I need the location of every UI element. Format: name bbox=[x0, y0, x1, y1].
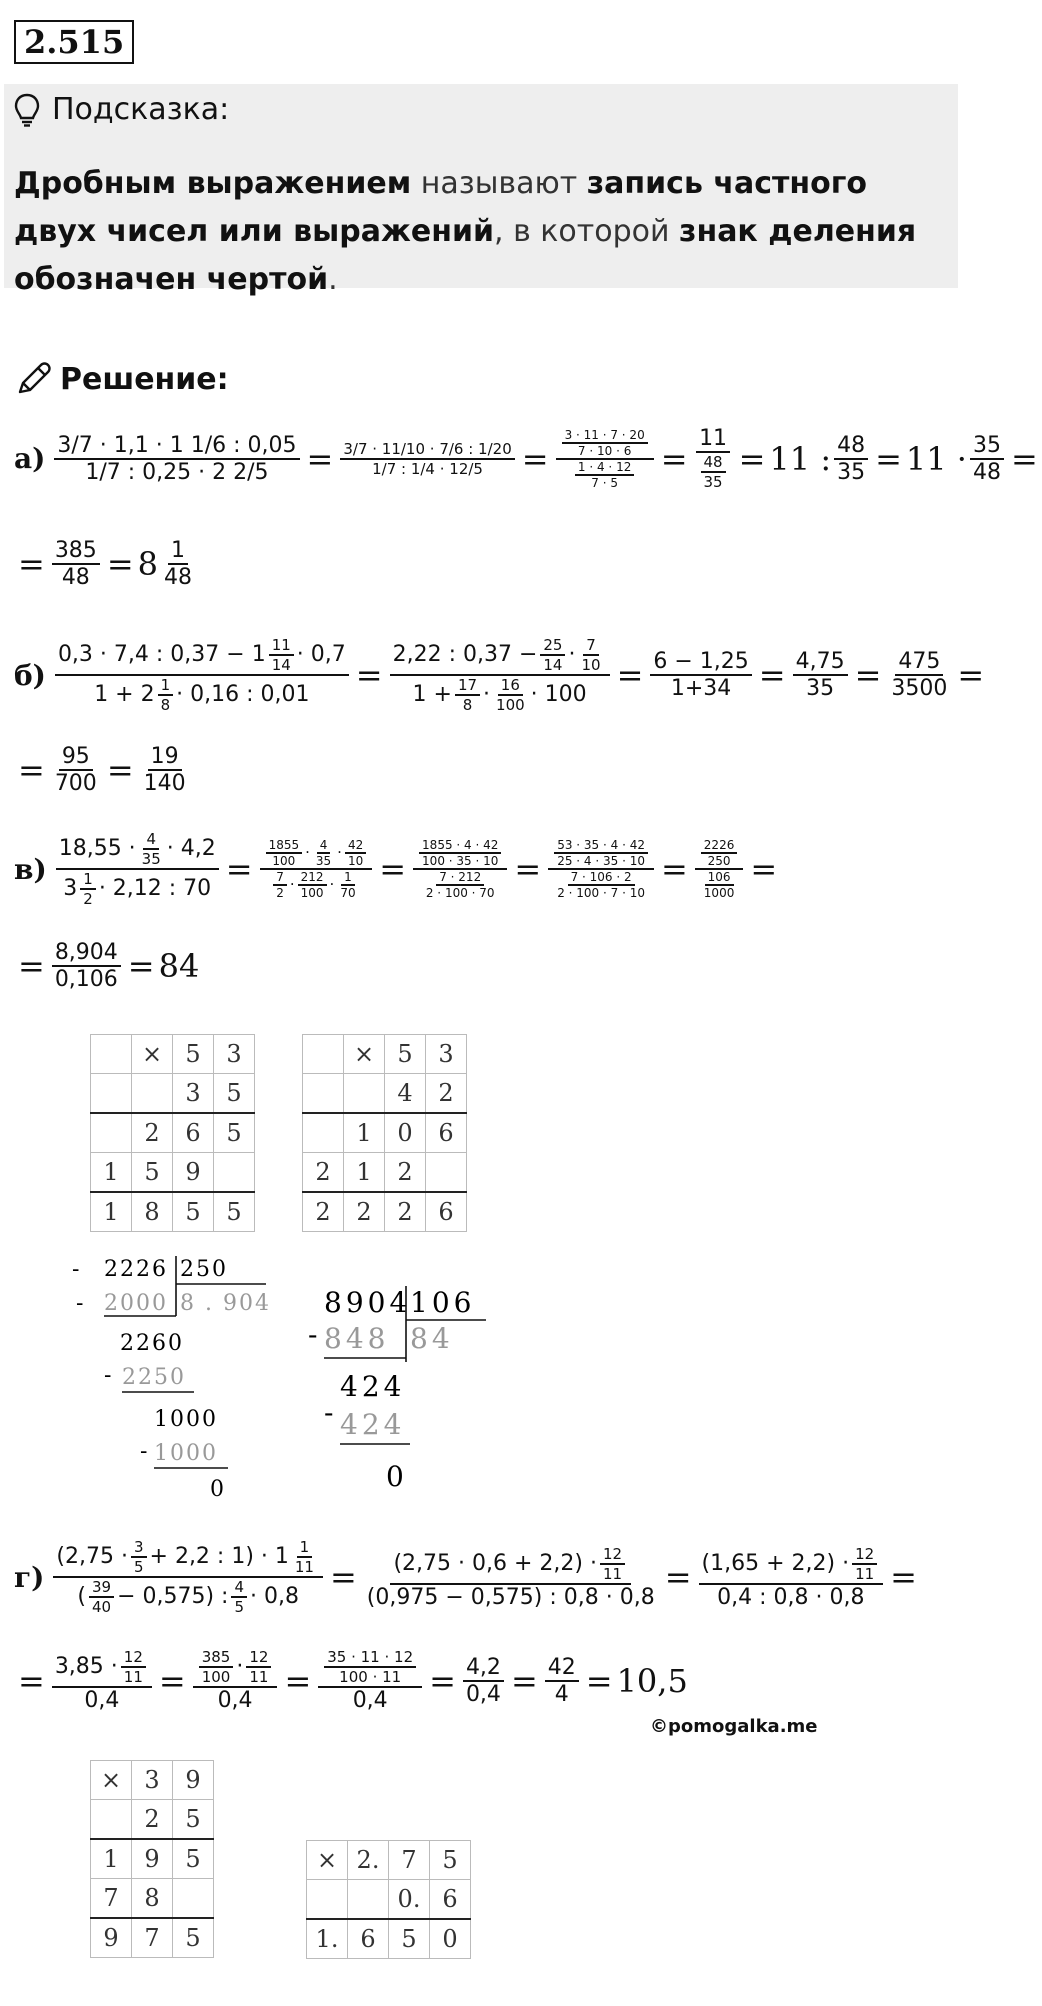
grid-cell: 5 bbox=[389, 1919, 430, 1959]
grid-cell bbox=[426, 1153, 467, 1193]
grid-cell: 1. bbox=[307, 1919, 348, 1959]
equals-sign: = bbox=[660, 850, 688, 888]
hint-term: Дробным выражением bbox=[14, 166, 412, 201]
fraction: $\frac{3/7 \cdot 11/10 \cdot 7/6 : 1/20}{1/7 : 1/4 \cdot 12/5}$ bbox=[340, 440, 514, 478]
equals-sign: = bbox=[379, 850, 407, 888]
equals-sign: = bbox=[18, 947, 45, 985]
svg-text:2226: 2226 bbox=[104, 1257, 168, 1282]
hint-definition-end: знак деления обозначен чертой bbox=[14, 214, 917, 297]
svg-text:1000: 1000 bbox=[154, 1407, 218, 1432]
equals-sign: = bbox=[284, 1661, 312, 1700]
fraction: 2,22 : 0,37 − $\frac{25}{14}$ · $\frac{7}{10}$ 1 + $\frac{17}{8}$ · $\frac{16}{100}$ · 100 bbox=[390, 636, 610, 714]
equals-sign: = bbox=[18, 545, 45, 583]
equals-sign: = bbox=[585, 1661, 613, 1700]
equals-sign: = bbox=[106, 751, 134, 789]
copyright: ©pomogalka.me bbox=[650, 1716, 818, 1737]
svg-text:250: 250 bbox=[180, 1257, 228, 1282]
solution-title bbox=[14, 360, 229, 398]
svg-text:0: 0 bbox=[386, 1460, 408, 1493]
fraction: $\frac{4,2}{0,4}$ bbox=[463, 1655, 504, 1707]
svg-text:2260: 2260 bbox=[120, 1331, 184, 1356]
fraction: $\frac{4,75}{35}$ bbox=[793, 649, 848, 701]
fraction: $\frac{42}{4}$ bbox=[545, 1655, 579, 1707]
equals-sign: = bbox=[510, 1661, 538, 1700]
equals-sign: = bbox=[225, 850, 253, 888]
equals-sign: = bbox=[660, 439, 688, 478]
grid-cell: 9 bbox=[173, 1761, 214, 1800]
grid-cell: 6 bbox=[173, 1113, 214, 1153]
equals-sign: = bbox=[1010, 439, 1038, 478]
fraction: $\frac{19}{140}$ bbox=[143, 744, 186, 796]
fraction: $\frac{3/7 \cdot 1,1 \cdot 1 1/6 : 0,05}{1/7 : 0,25 \cdot 2 2/5}$ bbox=[54, 433, 299, 485]
grid-cell: 2 bbox=[426, 1074, 467, 1114]
fraction: $\frac{475}{3500}$ bbox=[891, 649, 948, 701]
fraction: (2,75 · $\frac{3}{5}$ + 2,2 : 1) · 1 $\frac{1}{11}$ ( $\frac{39}{40}$ − 0,575) : $\frac{4}{5}$ · 0,8 bbox=[53, 1538, 323, 1616]
grid-cell: 3 bbox=[173, 1074, 214, 1114]
fraction: $\frac{\frac{2226}{250}}{\frac{106}{1000}}$ bbox=[695, 838, 744, 900]
svg-text:2000: 2000 bbox=[104, 1291, 168, 1316]
grid-cell bbox=[91, 1113, 132, 1153]
hint-title-text: Подсказка: bbox=[52, 92, 230, 127]
solution-v-line1 bbox=[14, 830, 781, 908]
grid-cell: 6 bbox=[426, 1113, 467, 1153]
svg-text:-: - bbox=[104, 1363, 114, 1388]
fraction: $\frac{385}{48}$ bbox=[52, 538, 100, 590]
solution-a-line2: = $\frac{385}{48}$ = 8 $\frac{1}{48}$ bbox=[14, 538, 198, 590]
grid-cell: × bbox=[307, 1841, 348, 1880]
svg-text:-: - bbox=[140, 1439, 150, 1464]
task-number: 2.515 bbox=[14, 20, 134, 64]
grid-cell: 1 bbox=[344, 1153, 385, 1193]
grid-cell: 5 bbox=[132, 1153, 173, 1193]
grid-cell: 5 bbox=[214, 1074, 255, 1114]
fraction: $\frac{\frac{35 \cdot 11 \cdot 12}{100 \cdot 11}}{0,4}$ bbox=[318, 1648, 422, 1713]
grid-cell bbox=[173, 1879, 214, 1919]
multiplication-grid-53x42 bbox=[302, 1034, 467, 1232]
grid-cell: 7 bbox=[132, 1918, 173, 1958]
grid-cell bbox=[132, 1074, 173, 1114]
grid-cell: 4 bbox=[385, 1074, 426, 1114]
equals-sign: = bbox=[890, 1558, 917, 1596]
grid-cell: 5 bbox=[173, 1035, 214, 1074]
equals-sign: = bbox=[758, 656, 786, 694]
grid-cell: 8 bbox=[132, 1192, 173, 1232]
equals-sign: = bbox=[750, 850, 778, 888]
fraction: $\frac{1}{48}$ bbox=[163, 538, 192, 590]
grid-cell: 6 bbox=[348, 1919, 389, 1959]
equals-sign: = bbox=[306, 439, 334, 478]
grid-cell bbox=[344, 1074, 385, 1114]
grid-cell: 1 bbox=[91, 1153, 132, 1193]
fraction: $\frac{1855}{100}$ · $\frac{4}{35}$ · $\frac{42}{10}$ $\frac{7}{2}$ · $\frac{212}{100}$ · $\frac{1}{70}$ bbox=[260, 838, 373, 900]
multiplication-grid-2-75x0-6 bbox=[306, 1840, 471, 1959]
label-b: б) bbox=[14, 658, 46, 692]
equals-sign: = bbox=[18, 1661, 45, 1700]
grid-cell: × bbox=[91, 1761, 132, 1800]
grid-cell: 2 bbox=[303, 1192, 344, 1232]
equals-sign: = bbox=[664, 1558, 692, 1596]
lightbulb-icon bbox=[14, 93, 40, 127]
fraction: 0,3 · 7,4 : 0,37 − 1 $\frac{11}{14}$ · 0,7 1 + 2 $\frac{1}{8}$ · 0,16 : 0,01 bbox=[55, 636, 349, 714]
fraction: $\frac{\frac{1855 \cdot 4 \cdot 42}{100 \cdot 35 \cdot 10}}{\frac{7 \cdot 212}{2 \cdot 100 \cdot 70}}$ bbox=[413, 838, 507, 900]
grid-cell bbox=[214, 1153, 255, 1193]
solution-title-text: Решение: bbox=[60, 361, 229, 397]
svg-text:8904: 8904 bbox=[324, 1286, 412, 1319]
svg-text:848: 848 bbox=[324, 1322, 390, 1355]
hint-connector: , в которой bbox=[494, 214, 680, 249]
svg-text:-: - bbox=[76, 1291, 86, 1316]
multiplication-grid-53x35 bbox=[90, 1034, 255, 1232]
grid-cell bbox=[91, 1035, 132, 1074]
grid-cell bbox=[307, 1880, 348, 1920]
hint-title bbox=[14, 92, 229, 127]
solution-b-line2 bbox=[14, 744, 192, 796]
grid-cell bbox=[348, 1880, 389, 1920]
label-a: а) bbox=[14, 442, 46, 475]
fraction: (2,75 · 0,6 + 2,2) · $\frac{12}{11}$ (0,975 − 0,575) : 0,8 · 0,8 bbox=[366, 1544, 655, 1610]
grid-cell: 0. bbox=[389, 1880, 430, 1920]
svg-text:-: - bbox=[72, 1257, 82, 1282]
equals-sign: = bbox=[616, 656, 644, 694]
svg-text:84: 84 bbox=[410, 1322, 454, 1355]
fraction: $\frac{8,904}{0,106}$ bbox=[52, 940, 121, 992]
grid-cell: 7 bbox=[91, 1879, 132, 1919]
fraction: $\frac{95}{700}$ bbox=[54, 744, 97, 796]
grid-cell: 5 bbox=[173, 1800, 214, 1840]
fraction: (1,65 + 2,2) · $\frac{12}{11}$ 0,4 : 0,8 · 0,8 bbox=[699, 1545, 884, 1610]
grid-cell: 3 bbox=[214, 1035, 255, 1074]
fraction: $\frac{48}{35}$ bbox=[834, 433, 868, 485]
grid-cell: 2 bbox=[385, 1153, 426, 1193]
equals-sign: = bbox=[875, 439, 902, 478]
grid-cell: 2 bbox=[344, 1192, 385, 1232]
svg-text:-: - bbox=[308, 1318, 322, 1351]
svg-text:-: - bbox=[324, 1396, 338, 1429]
grid-cell: 6 bbox=[430, 1880, 471, 1920]
equals-sign: = bbox=[18, 751, 45, 789]
grid-cell: 0 bbox=[385, 1113, 426, 1153]
long-division-8904-by-106 bbox=[300, 1282, 500, 1502]
svg-text:424: 424 bbox=[340, 1408, 406, 1441]
grid-cell: 2 bbox=[132, 1800, 173, 1840]
equals-sign: = bbox=[355, 656, 383, 694]
equals-sign: = bbox=[106, 545, 134, 583]
solution-g-line2: = 3,85 · $\frac{12}{11}$ 0,4 = $\frac{385}{100}$ · $\frac{12}{11}$ 0,4 = $\frac{\frac{35 \cdot 11 \cdot 12}{100 \cdot 11}}{0,4}$ = $\frac{4,2}{0,4}$ = $\frac{42}{4}$ = 10,5 bbox=[18, 1648, 688, 1713]
equals-sign: = bbox=[329, 1558, 357, 1596]
grid-cell: 2. bbox=[348, 1841, 389, 1880]
svg-text:2250: 2250 bbox=[122, 1365, 186, 1390]
grid-cell: 9 bbox=[132, 1839, 173, 1879]
grid-cell bbox=[91, 1800, 132, 1840]
svg-text:1000: 1000 bbox=[154, 1441, 218, 1466]
fraction: $\frac{11}{\frac{48}{35}}$ bbox=[695, 426, 732, 491]
fraction: $\frac{35}{48}$ bbox=[970, 433, 1004, 485]
fraction: $\frac{\frac{53 \cdot 35 \cdot 4 \cdot 42}{25 \cdot 4 \cdot 35 \cdot 10}}{\frac{7 \cdot 106 \cdot 2}{2 \cdot 100 \cdot 7 \cdot 10}}$ bbox=[548, 838, 654, 900]
grid-cell: 5 bbox=[385, 1035, 426, 1074]
grid-cell: 5 bbox=[173, 1839, 214, 1879]
svg-text:8 . 904: 8 . 904 bbox=[180, 1291, 271, 1316]
grid-cell: 2 bbox=[385, 1192, 426, 1232]
grid-cell: 5 bbox=[173, 1918, 214, 1958]
grid-cell: 1 bbox=[91, 1192, 132, 1232]
solution-g-line1 bbox=[14, 1538, 921, 1616]
long-division-2226-by-250 bbox=[70, 1252, 290, 1502]
hint-text bbox=[14, 160, 944, 304]
solution-b-line1 bbox=[14, 636, 988, 714]
svg-text:106: 106 bbox=[410, 1286, 476, 1319]
grid-cell: 6 bbox=[426, 1192, 467, 1232]
fraction: $\frac{6 - 1,25}{1+34}$ bbox=[650, 649, 751, 701]
equals-sign: = bbox=[429, 1661, 456, 1700]
equals-sign: = bbox=[738, 439, 766, 478]
grid-cell: 2 bbox=[132, 1113, 173, 1153]
hint-connector: называют bbox=[411, 166, 587, 201]
svg-text:0: 0 bbox=[210, 1477, 226, 1502]
label-v: в) bbox=[14, 852, 47, 886]
grid-cell: 9 bbox=[173, 1153, 214, 1193]
grid-cell: 2 bbox=[303, 1153, 344, 1193]
svg-text:424: 424 bbox=[340, 1370, 406, 1403]
hint-period: . bbox=[328, 262, 338, 297]
grid-cell: × bbox=[132, 1035, 173, 1074]
hint-definition: запись частного двух чисел или выражений bbox=[14, 166, 868, 249]
grid-cell: 5 bbox=[173, 1192, 214, 1232]
grid-cell: 7 bbox=[389, 1841, 430, 1880]
grid-cell: × bbox=[344, 1035, 385, 1074]
grid-cell bbox=[91, 1074, 132, 1114]
grid-cell: 5 bbox=[214, 1113, 255, 1153]
equals-sign: = bbox=[957, 656, 985, 694]
grid-cell: 5 bbox=[430, 1841, 471, 1880]
solution-a-line1: а) $\frac{3/7 \cdot 1,1 \cdot 1 1/6 : 0,05}{1/7 : 0,25 \cdot 2 2/5}$ = $\frac{3/7 \cdot 11/10 \cdot 7/6 : 1/20}{1/7 : 1/4 \cdot 12/5}$ = $\frac{\frac{3 \cdot 11 \cdot 7 \cdot 20}{7 \cdot 10 \cdot 6}}{\frac{1 \cdot 4 \cdot 12}{7 \cdot 5}}$ = $\frac{11}{\frac{48}{35}}$ = 11 : $\frac{48}{35}$ = 11 · $\frac{35}{48}$ = bbox=[14, 426, 1038, 491]
fraction: $\frac{385}{100}$ · $\frac{12}{11}$ 0,4 bbox=[193, 1648, 278, 1713]
grid-cell bbox=[303, 1035, 344, 1074]
grid-cell bbox=[303, 1074, 344, 1114]
equals-sign: = bbox=[854, 656, 882, 694]
grid-cell: 1 bbox=[91, 1839, 132, 1879]
pencil-icon bbox=[14, 360, 52, 398]
fraction: 18,55 · $\frac{4}{35}$ · 4,2 3 $\frac{1}{2}$ · 2,12 : 70 bbox=[56, 830, 219, 908]
equals-sign: = bbox=[158, 1661, 186, 1700]
fraction: $\frac{\frac{3 \cdot 11 \cdot 7 \cdot 20}{7 \cdot 10 \cdot 6}}{\frac{1 \cdot 4 \cdot 12}{7 \cdot 5}}$ bbox=[556, 428, 654, 490]
grid-cell: 3 bbox=[132, 1761, 173, 1800]
equals-sign: = bbox=[127, 947, 155, 985]
grid-cell: 5 bbox=[214, 1192, 255, 1232]
equals-sign: = bbox=[514, 850, 542, 888]
fraction: 3,85 · $\frac{12}{11}$ 0,4 bbox=[52, 1648, 152, 1713]
grid-cell: 8 bbox=[132, 1879, 173, 1919]
grid-cell bbox=[303, 1113, 344, 1153]
grid-cell: 9 bbox=[91, 1918, 132, 1958]
grid-cell: 0 bbox=[430, 1919, 471, 1959]
label-g: г) bbox=[14, 1560, 45, 1594]
grid-cell: 3 bbox=[426, 1035, 467, 1074]
solution-v-line2: = $\frac{8,904}{0,106}$ = 84 bbox=[18, 940, 200, 992]
equals-sign: = bbox=[521, 439, 549, 478]
grid-cell: 1 bbox=[344, 1113, 385, 1153]
multiplication-grid-39x25 bbox=[90, 1760, 214, 1958]
